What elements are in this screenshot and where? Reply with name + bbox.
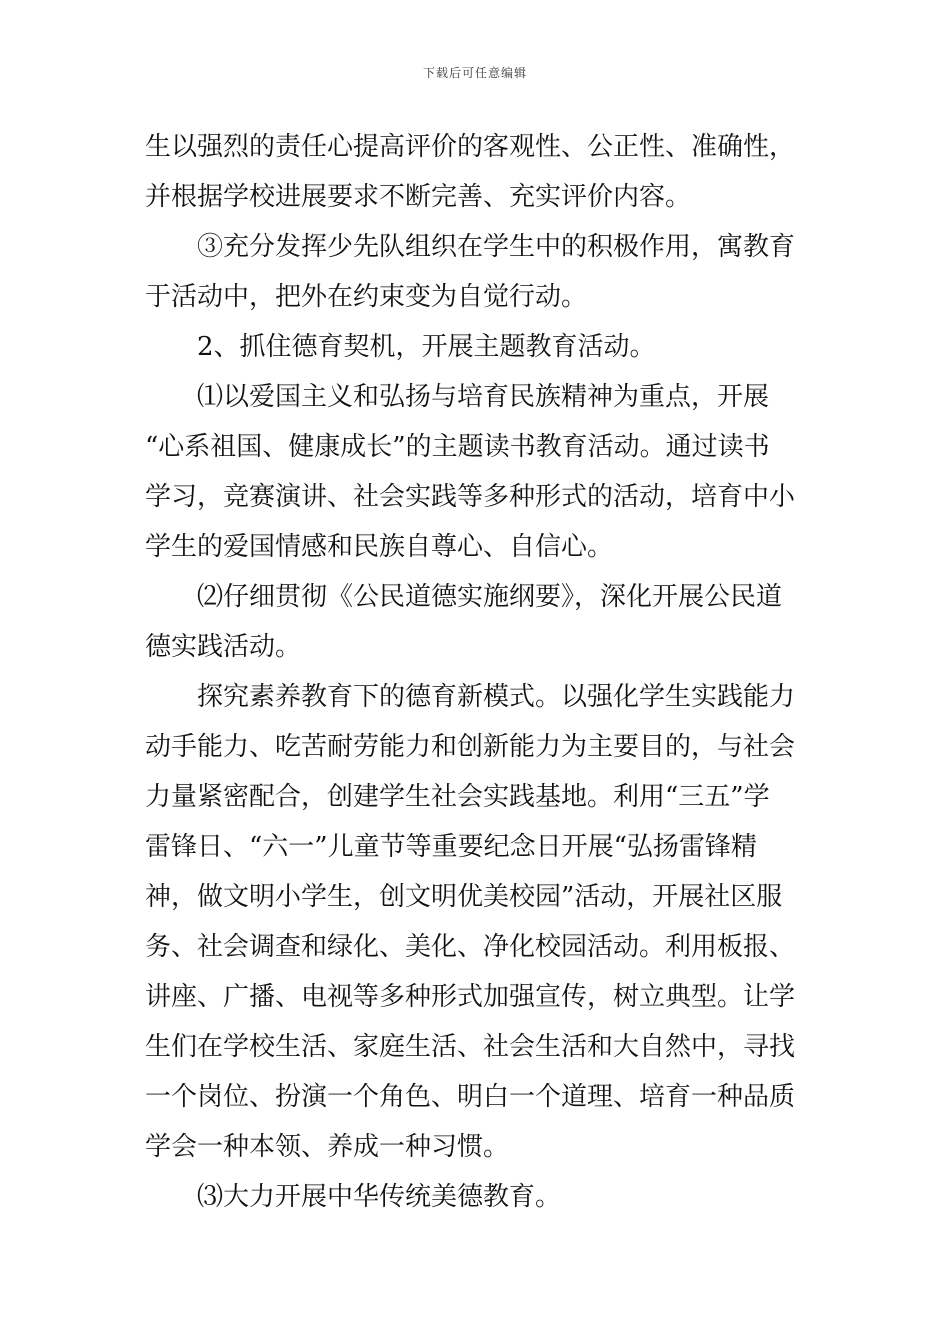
text-line: ③充分发挥少先队组织在学生中的积极作用，寓教育	[197, 232, 796, 262]
text-line: 德实践活动。	[145, 632, 302, 662]
text-line: “心系祖国、健康成长”的主题读书教育活动。通过读书	[145, 432, 770, 462]
text-line: 讲座、广播、电视等多种形式加强宣传，树立典型。让学	[145, 982, 796, 1012]
section-heading: 2、抓住德育契机，开展主题教育活动。	[197, 332, 656, 362]
text-line: 力量紧密配合，创建学生社会实践基地。利用“三五”学	[145, 782, 770, 812]
text-line: 学习，竞赛演讲、社会实践等多种形式的活动，培育中小	[145, 482, 796, 512]
text-line: 生们在学校生活、家庭生活、社会生活和大自然中，寻找	[145, 1032, 796, 1062]
text-line: 于活动中，把外在约束变为自觉行动。	[145, 282, 588, 312]
text-line: 学会一种本领、养成一种习惯。	[145, 1132, 510, 1162]
text-line: 探究素养教育下的德育新模式。以强化学生实践能力	[197, 682, 796, 712]
text-line: 学生的爱国情感和民族自尊心、自信心。	[145, 532, 614, 562]
text-line: ⑴以爱国主义和弘扬与培育民族精神为重点，开展	[197, 382, 770, 412]
text-line: 动手能力、吃苦耐劳能力和创新能力为主要目的，与社会	[145, 732, 796, 762]
text-line: 并根据学校进展要求不断完善、充实评价内容。	[145, 182, 692, 212]
page-header-note: 下载后可任意编辑	[422, 66, 527, 80]
text-line: 一个岗位、扮演一个角色、明白一个道理、培育一种品质	[145, 1082, 796, 1112]
text-line: 神，做文明小学生，创文明优美校园”活动，开展社区服	[145, 882, 783, 912]
text-line: ⑵仔细贯彻《公民道德实施纲要》，深化开展公民道	[197, 582, 783, 612]
text-line: 雷锋日、“六一”儿童节等重要纪念日开展“弘扬雷锋精	[145, 832, 757, 862]
text-line: 务、社会调查和绿化、美化、净化校园活动。利用板报、	[145, 932, 796, 962]
document-body	[145, 128, 805, 1228]
text-line: ⑶大力开展中华传统美德教育。	[197, 1182, 562, 1212]
text-line: 生以强烈的责任心提高评价的客观性、公正性、准确性，	[145, 132, 796, 162]
